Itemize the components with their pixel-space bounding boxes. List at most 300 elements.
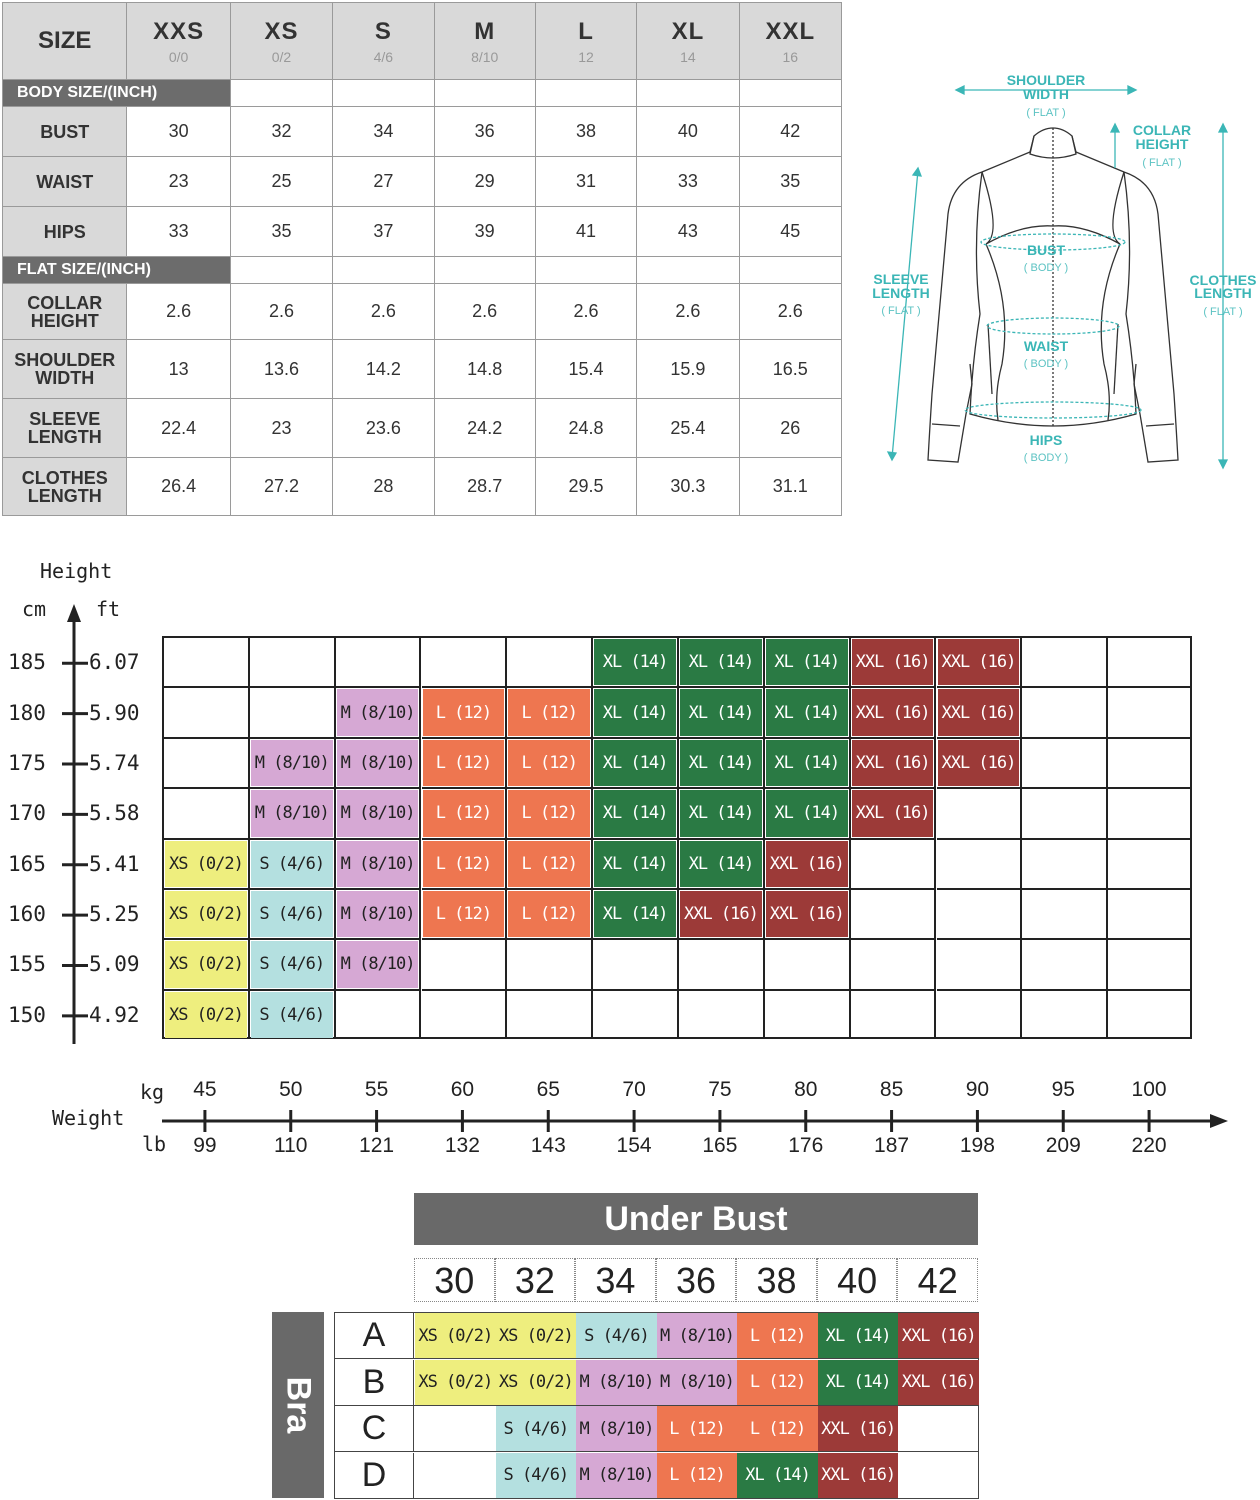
collar-label-2: HEIGHT [1135, 136, 1189, 152]
measurement-label-line1: SHOULDER [14, 350, 116, 370]
size-recommendation-cell: M (8/10) [337, 841, 419, 887]
measurement-value: 30.3 [637, 458, 739, 516]
cup-label: B [335, 1360, 414, 1405]
grid-cell [679, 890, 765, 940]
height-cm-tick-label: 150 [8, 1002, 46, 1027]
size-recommendation-cell: XL (14) [594, 841, 676, 887]
bra-size-cell: S (4/6) [496, 1453, 577, 1498]
flat-size-section-label: FLAT SIZE/(INCH) [3, 257, 231, 284]
cup-label: A [335, 1313, 414, 1358]
measurement-value: 25.4 [637, 399, 739, 458]
measurement-value: 31.1 [739, 458, 841, 516]
size-col-xxl: XXL 16 [739, 3, 841, 80]
waist-sub: ( BODY ) [1023, 358, 1069, 370]
clothes-label-2: LENGTH [1194, 285, 1252, 301]
height-cm-tick-label: 155 [8, 952, 46, 977]
grid-cell [1108, 840, 1192, 890]
measurement-value: 43 [637, 207, 739, 257]
measurement-value: 2.6 [535, 284, 636, 340]
bra-size-cell: M (8/10) [576, 1406, 657, 1451]
grid-cell [507, 840, 593, 890]
grid-cell [1108, 688, 1192, 738]
grid-cell [250, 739, 336, 789]
bra-size-cell: M (8/10) [576, 1453, 657, 1498]
shoulder-sub: ( FLAT ) [1026, 107, 1066, 119]
grid-cell [1108, 940, 1192, 990]
measurement-value: 29 [434, 157, 535, 207]
measurement-value: 22.4 [127, 399, 230, 458]
height-ft-tick-label: 5.25 [89, 902, 140, 927]
grid-cell [164, 940, 250, 990]
size-recommendation-cell: S (4/6) [251, 941, 333, 987]
grid-cell [250, 789, 336, 839]
grid-cell [336, 739, 422, 789]
size-col-xs: XS 0/2 [230, 3, 332, 80]
measurement-value: 35 [739, 157, 841, 207]
measurement-value: 42 [739, 107, 841, 157]
height-cm-tick-label: 180 [8, 700, 46, 725]
size-recommendation-cell: L (12) [423, 790, 505, 836]
weight-axis-arrow [1210, 1114, 1228, 1128]
grid-cell [422, 840, 508, 890]
measurement-value: 24.8 [535, 399, 636, 458]
measurement-value: 26 [739, 399, 841, 458]
size-recommendation-cell: S (4/6) [251, 891, 333, 937]
size-header-row [3, 3, 842, 80]
weight-lb-tick-label: 121 [359, 1134, 395, 1157]
grid-cell [765, 789, 851, 839]
measurement-value: 38 [535, 107, 636, 157]
bra-size-cell: S (4/6) [496, 1406, 577, 1451]
size-recommendation-cell: M (8/10) [251, 790, 333, 836]
weight-kg-tick-label: 90 [965, 1078, 990, 1101]
size-col-l: L 12 [535, 3, 636, 80]
blank-cell [739, 80, 841, 107]
grid-cell [422, 739, 508, 789]
grid-cell [851, 688, 937, 738]
measurement-label [3, 340, 127, 399]
measurement-label-line2: WIDTH [35, 368, 95, 388]
bra-size-cell: XS (0/2) [496, 1313, 577, 1358]
bra-cup-row [335, 1313, 978, 1359]
measurement-value: 28.7 [434, 458, 535, 516]
grid-cell [851, 789, 937, 839]
measurement-label [3, 458, 127, 516]
grid-cell [336, 991, 422, 1039]
size-col-xxs: XXS 0/0 [127, 3, 230, 80]
weight-lb-tick-label: 198 [959, 1134, 995, 1157]
grid-cell [593, 890, 679, 940]
under-bust-size-header: 38 [736, 1258, 817, 1302]
kg-unit-label: kg [140, 1080, 165, 1104]
grid-cell [1108, 789, 1192, 839]
measurement-label: HIPS [3, 207, 127, 257]
grid-cell [422, 991, 508, 1039]
size-recommendation-cell: XL (14) [594, 740, 676, 786]
measurement-value: 2.6 [434, 284, 535, 340]
size-recommendation-cell: XXL (16) [938, 740, 1020, 786]
size-recommendation-cell: XL (14) [766, 740, 848, 786]
grid-cell [336, 789, 422, 839]
weight-lb-tick-label: 110 [274, 1134, 308, 1157]
bra-size-cell: M (8/10) [576, 1360, 657, 1405]
weight-lb-tick-label: 187 [874, 1134, 910, 1157]
size-table-row [3, 107, 842, 157]
measurement-value: 24.2 [434, 399, 535, 458]
grid-cell [164, 739, 250, 789]
grid-cell [593, 638, 679, 688]
bra-size-cell: XS (0/2) [415, 1360, 496, 1405]
grid-cell [765, 739, 851, 789]
grid-cell [1022, 991, 1108, 1039]
weight-axis-title: Weight [52, 1106, 125, 1130]
grid-cell [507, 940, 593, 990]
grid-cell [593, 688, 679, 738]
size-table-row [3, 458, 842, 516]
grid-cell [507, 789, 593, 839]
grid-cell [1022, 840, 1108, 890]
cup-label: D [335, 1453, 414, 1498]
size-recommendation-cell: XL (14) [594, 891, 676, 937]
grid-cell [851, 840, 937, 890]
shoulder-label-1: SHOULDER [1006, 72, 1086, 88]
bust-label: BUST [1026, 242, 1066, 258]
blank-cell [739, 257, 841, 284]
size-recommendation-cell: XS (0/2) [165, 841, 247, 887]
size-recommendation-cell: M (8/10) [337, 891, 419, 937]
grid-cell [507, 991, 593, 1039]
grid-cell [937, 991, 1023, 1039]
bra-size-cell: S (4/6) [576, 1313, 657, 1358]
height-cm-tick-label: 165 [8, 851, 46, 876]
bra-size-cell: XL (14) [818, 1360, 899, 1405]
bra-size-cell: XS (0/2) [415, 1313, 496, 1358]
measurement-value: 2.6 [637, 284, 739, 340]
size-table-row [3, 340, 842, 399]
measurement-value: 13 [127, 340, 230, 399]
grid-cell [336, 940, 422, 990]
height-ft-tick-label: 5.09 [89, 952, 140, 977]
body-size-section-label: BODY SIZE/(INCH) [3, 80, 231, 107]
size-recommendation-cell: M (8/10) [251, 740, 333, 786]
measurement-value: 23 [127, 157, 230, 207]
grid-cell [422, 638, 508, 688]
ft-unit-label: ft [96, 597, 121, 621]
size-recommendation-cell: L (12) [508, 689, 590, 735]
bra-size-cell: L (12) [737, 1313, 818, 1358]
size-header-label: SIZE [3, 3, 127, 80]
under-bust-title: Under Bust [414, 1193, 978, 1245]
grid-cell [422, 789, 508, 839]
grid-cell [765, 890, 851, 940]
size-table [2, 2, 842, 516]
height-cm-tick-label: 160 [8, 902, 46, 927]
bra-size-cell: XL (14) [818, 1313, 899, 1358]
grid-cell [422, 890, 508, 940]
measurement-value: 30 [127, 107, 230, 157]
hips-sub: ( BODY ) [1023, 452, 1069, 464]
measurement-value: 27.2 [230, 458, 332, 516]
measurement-value: 14.8 [434, 340, 535, 399]
weight-kg-tick-label: 65 [536, 1078, 560, 1101]
blank-cell [637, 80, 739, 107]
measurement-value: 14.2 [333, 340, 434, 399]
grid-cell [593, 840, 679, 890]
shoulder-label-2: WIDTH [1023, 86, 1069, 102]
measurement-value: 45 [739, 207, 841, 257]
grid-cell [507, 739, 593, 789]
size-table-row [3, 157, 842, 207]
grid-cell [765, 688, 851, 738]
under-bust-size-header: 30 [414, 1258, 495, 1302]
size-recommendation-cell: XL (14) [680, 639, 762, 685]
under-bust-size-header: 42 [897, 1258, 978, 1302]
weight-kg-tick-label: 70 [622, 1078, 646, 1101]
size-recommendation-cell: S (4/6) [251, 992, 333, 1038]
height-ft-tick-label: 5.74 [89, 750, 140, 775]
grid-cell [679, 789, 765, 839]
weight-lb-tick-label: 143 [530, 1134, 566, 1157]
measurement-value: 29.5 [535, 458, 636, 516]
flat-size-section [3, 257, 842, 284]
bra-cup-row [335, 1360, 978, 1406]
size-recommendation-cell: L (12) [423, 689, 505, 735]
grid-cell [593, 739, 679, 789]
grid-cell [507, 688, 593, 738]
grid-cell [937, 638, 1023, 688]
size-table-row [3, 207, 842, 257]
grid-cell [422, 688, 508, 738]
measurement-value: 33 [127, 207, 230, 257]
measurement-label: BUST [3, 107, 127, 157]
blank-cell [333, 80, 434, 107]
grid-cell [507, 890, 593, 940]
bra-size-cell: XXL (16) [818, 1406, 899, 1451]
weight-kg-tick-label: 55 [364, 1078, 389, 1101]
grid-cell [679, 739, 765, 789]
measurement-value: 35 [230, 207, 332, 257]
blank-cell [333, 257, 434, 284]
grid-cell [765, 840, 851, 890]
measurement-value: 2.6 [230, 284, 332, 340]
grid-cell [937, 840, 1023, 890]
size-table-row [3, 284, 842, 340]
measurement-value: 28 [333, 458, 434, 516]
size-col-xl: XL 14 [637, 3, 739, 80]
bra-size-cell: L (12) [737, 1406, 818, 1451]
grid-cell [679, 688, 765, 738]
height-cm-tick-label: 170 [8, 801, 46, 826]
size-recommendation-cell: XL (14) [594, 639, 676, 685]
size-recommendation-cell: M (8/10) [337, 689, 419, 735]
grid-cell [1022, 890, 1108, 940]
height-ft-tick-label: 4.92 [89, 1002, 140, 1027]
measurement-value: 31 [535, 157, 636, 207]
grid-cell [679, 638, 765, 688]
size-recommendation-cell: XXL (16) [938, 689, 1020, 735]
measurement-value: 13.6 [230, 340, 332, 399]
weight-kg-tick-label: 100 [1131, 1078, 1167, 1101]
grid-cell [422, 940, 508, 990]
measurement-value: 2.6 [127, 284, 230, 340]
bra-empty-cell [898, 1453, 979, 1498]
grid-cell [937, 890, 1023, 940]
grid-cell [937, 739, 1023, 789]
size-recommendation-cell: XXL (16) [766, 841, 848, 887]
size-recommendation-cell: XL (14) [766, 790, 848, 836]
size-recommendation-cell: XL (14) [680, 689, 762, 735]
bra-size-cell: M (8/10) [657, 1313, 738, 1358]
size-recommendation-cell: XS (0/2) [165, 941, 247, 987]
measurement-value: 16.5 [739, 340, 841, 399]
size-recommendation-cell: XL (14) [594, 689, 676, 735]
size-recommendation-cell: XXL (16) [938, 639, 1020, 685]
weight-kg-tick-label: 85 [879, 1078, 904, 1101]
grid-cell [765, 940, 851, 990]
grid-cell [765, 638, 851, 688]
weight-lb-tick-label: 99 [193, 1134, 217, 1157]
size-recommendation-cell: XXL (16) [852, 639, 934, 685]
size-recommendation-cell: L (12) [508, 891, 590, 937]
grid-cell [250, 890, 336, 940]
grid-cell [679, 940, 765, 990]
sleeve-sub: ( FLAT ) [881, 305, 921, 317]
blank-cell [230, 80, 332, 107]
grid-cell [1022, 739, 1108, 789]
measurement-value: 40 [637, 107, 739, 157]
weight-kg-tick-label: 50 [279, 1078, 303, 1101]
measurement-value: 23.6 [333, 399, 434, 458]
bra-size-cell: XXL (16) [818, 1453, 899, 1498]
under-bust-size-header: 36 [656, 1258, 737, 1302]
blank-cell [535, 257, 636, 284]
size-recommendation-cell: L (12) [423, 740, 505, 786]
bra-cup-row [335, 1406, 978, 1452]
grid-cell [164, 991, 250, 1039]
measurement-value: 39 [434, 207, 535, 257]
measurement-label [3, 284, 127, 340]
grid-cell [851, 940, 937, 990]
grid-cell [507, 638, 593, 688]
measurement-label-line1: CLOTHES [21, 467, 108, 488]
grid-cell [851, 991, 937, 1039]
grid-cell [250, 638, 336, 688]
grid-cell [851, 739, 937, 789]
grid-cell [1108, 638, 1192, 688]
grid-cell [250, 688, 336, 738]
grid-cell [679, 991, 765, 1039]
cm-unit-label: cm [22, 597, 47, 621]
height-axis-arrow [67, 604, 81, 622]
bra-size-cell: XS (0/2) [496, 1360, 577, 1405]
grid-cell [1022, 688, 1108, 738]
height-ft-tick-label: 5.90 [89, 700, 140, 725]
bra-empty-cell [898, 1406, 979, 1451]
grid-cell [1022, 638, 1108, 688]
size-recommendation-cell: XXL (16) [852, 689, 934, 735]
size-recommendation-cell: L (12) [423, 841, 505, 887]
grid-cell [1022, 789, 1108, 839]
under-bust-size-header: 32 [495, 1258, 576, 1302]
grid-cell [336, 890, 422, 940]
cup-label: C [335, 1406, 414, 1451]
body-size-section [3, 80, 842, 107]
measurement-value: 33 [637, 157, 739, 207]
size-recommendation-cell: XL (14) [766, 689, 848, 735]
measurement-value: 23 [230, 399, 332, 458]
measurement-value: 41 [535, 207, 636, 257]
size-recommendation-cell: XL (14) [680, 841, 762, 887]
measurement-value: 37 [333, 207, 434, 257]
grid-cell [851, 890, 937, 940]
size-recommendation-cell: XL (14) [680, 790, 762, 836]
size-col-s: S 4/6 [333, 3, 434, 80]
bra-size-grid [334, 1312, 979, 1499]
blank-cell [230, 257, 332, 284]
size-recommendation-cell: XXL (16) [852, 740, 934, 786]
size-recommendation-cell: M (8/10) [337, 941, 419, 987]
weight-kg-tick-label: 60 [450, 1078, 475, 1101]
grid-cell [1108, 890, 1192, 940]
collar-label-1: COLLAR [1132, 122, 1192, 138]
measurement-value: 32 [230, 107, 332, 157]
grid-cell [250, 940, 336, 990]
clothes-label-1: CLOTHES [1189, 272, 1257, 288]
grid-cell [250, 840, 336, 890]
grid-cell [164, 638, 250, 688]
weight-kg-tick-label: 45 [193, 1078, 217, 1101]
measurement-label-line1: COLLAR [27, 292, 103, 313]
measurement-value: 26.4 [127, 458, 230, 516]
grid-cell [336, 688, 422, 738]
measurement-label-line1: SLEEVE [29, 409, 101, 429]
bra-size-cell: L (12) [657, 1406, 738, 1451]
height-axis-title: Height [40, 559, 113, 583]
blank-cell [637, 257, 739, 284]
size-recommendation-cell: M (8/10) [337, 740, 419, 786]
grid-cell [765, 991, 851, 1039]
bra-size-cell: XL (14) [737, 1453, 818, 1498]
jacket-measurement-diagram [862, 64, 1260, 484]
bra-size-cell: XXL (16) [898, 1360, 979, 1405]
grid-cell [851, 638, 937, 688]
measurement-value: 2.6 [739, 284, 841, 340]
grid-cell [336, 638, 422, 688]
blank-cell [535, 80, 636, 107]
grid-cell [593, 991, 679, 1039]
clothes-sub: ( FLAT ) [1203, 306, 1243, 318]
weight-kg-tick-label: 80 [794, 1078, 818, 1101]
grid-cell [1108, 991, 1192, 1039]
bra-empty-cell [415, 1453, 496, 1498]
size-recommendation-cell: M (8/10) [337, 790, 419, 836]
grid-cell [336, 840, 422, 890]
size-recommendation-cell: L (12) [508, 740, 590, 786]
under-bust-size-header: 34 [575, 1258, 656, 1302]
grid-cell [593, 789, 679, 839]
bust-sub: ( BODY ) [1023, 262, 1069, 274]
bra-side-label [272, 1312, 324, 1498]
size-recommendation-cell: XL (14) [766, 639, 848, 685]
size-recommendation-cell: XXL (16) [680, 891, 762, 937]
size-recommendation-cell: XXL (16) [852, 790, 934, 836]
height-cm-tick-label: 185 [8, 650, 46, 675]
bra-size-cell: XXL (16) [898, 1313, 979, 1358]
measurement-label-line2: HEIGHT [30, 310, 99, 331]
grid-cell [1022, 940, 1108, 990]
weight-lb-tick-label: 132 [444, 1134, 480, 1157]
measurement-label: WAIST [3, 157, 127, 207]
